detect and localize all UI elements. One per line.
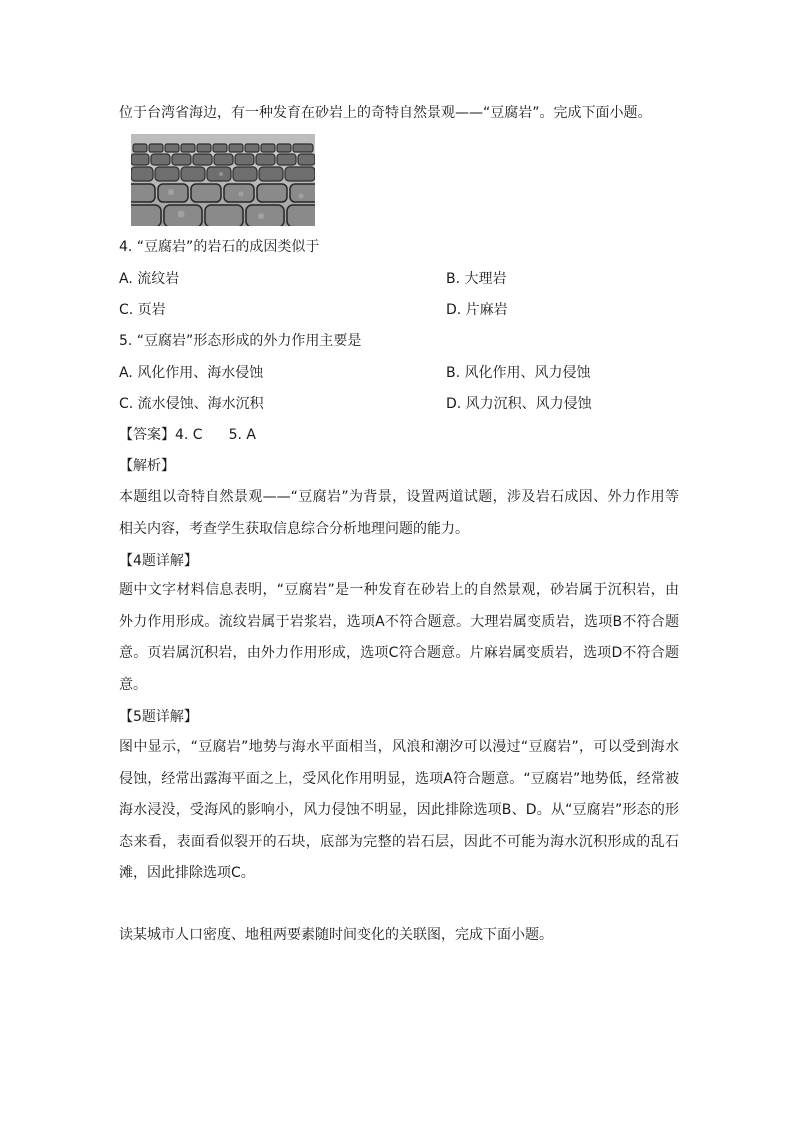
question-5-stem: 5. “豆腐岩”形态形成的外力作用主要是 [119,333,362,349]
answer-4: 4. C [175,427,203,443]
rock-image-icon [131,134,315,226]
q5-option-a: A. 风化作用、海水侵蚀 [119,365,264,381]
intro-text: 位于台湾省海边，有一种发育在砂岩上的奇特自然景观——“豆腐岩”。完成下面小题。 [119,105,652,121]
detail-4-label: 【4题详解】 [119,553,198,569]
q5-option-b: B. 风化作用、风力侵蚀 [446,365,591,381]
question-4-stem: 4. “豆腐岩”的岩石的成因类似于 [119,239,320,255]
q4-option-d: D. 片麻岩 [446,302,508,318]
q4-option-c: C. 页岩 [119,302,166,318]
detail-4-text: 题中文字材料信息表明，“豆腐岩”是一种发育在砂岩上的自然景观，砂岩属于沉积岩，由外力作用形成。流纹岩属于岩浆岩，选项A不符合题意。大理岩属变质岩，选项B不符合题意。页岩属沉积岩，由外力作用形成，选项C符合题意。片麻岩属变质岩，选项D不符合题意。 [119,582,679,693]
q5-option-d: D. 风力沉积、风力侵蚀 [446,396,592,412]
answer-label: 【答案】 [119,427,175,443]
q4-option-b: B. 大理岩 [446,271,507,287]
analysis-label: 【解析】 [119,458,175,474]
answer-5: 5. A [228,427,256,443]
answer-row [119,425,256,445]
q4-option-a: A. 流纹岩 [119,271,180,287]
next-question-intro: 读某城市人口密度、地租两要素随时间变化的关联图，完成下面小题。 [119,927,553,943]
detail-5-label: 【5题详解】 [119,709,198,725]
analysis-text: 本题组以奇特自然景观——“豆腐岩”为背景，设置两道试题，涉及岩石成因、外力作用等相关内容，考查学生获取信息综合分析地理问题的能力。 [119,489,679,537]
tofu-rock-photo [131,134,315,226]
detail-5-text: 图中显示，“豆腐岩”地势与海水平面相当，风浪和潮汐可以漫过“豆腐岩”，可以受到海水侵蚀，经常出露海平面之上，受风化作用明显，选项A符合题意。“豆腐岩”地势低，经常被海水浸没，受海风的影响小，风力侵蚀不明显，因此排除选项B、D。从“豆腐岩”形态的形态来看，表面看似裂开的石块，底部为完整的岩石层，因此不可能为海水沉积形成的乱石滩，因此排除选项C。 [119,739,679,882]
q5-option-c: C. 流水侵蚀、海水沉积 [119,396,264,412]
